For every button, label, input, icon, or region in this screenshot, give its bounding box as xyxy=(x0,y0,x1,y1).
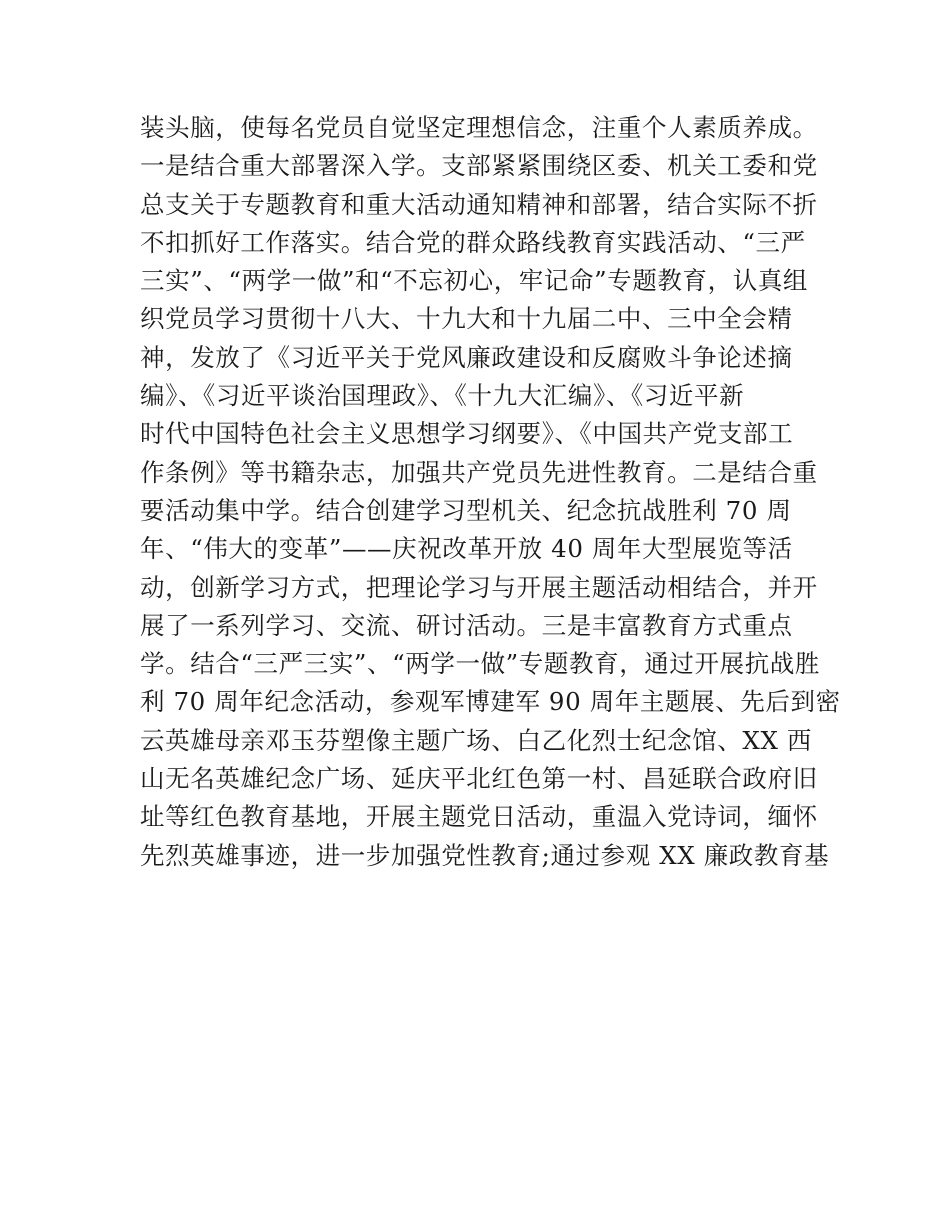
text-line: 动，创新学习方式，把理论学习与开展主题活动相结合，并开 xyxy=(140,572,818,602)
body-text xyxy=(140,109,841,875)
text-line: 神，发放了《习近平关于党风廉政建设和反腐败斗争论述摘 xyxy=(140,342,793,372)
text-line: 不扣抓好工作落实。结合党的群众路线教育实践活动、“三严 xyxy=(140,227,806,257)
text-line: 山无名英雄纪念广场、延庆平北红色第一村、昌延联合政府旧 xyxy=(140,764,818,794)
text-line: 学。结合“三严三实”、“两学一做”专题教育，通过开展抗战胜 xyxy=(140,649,820,679)
text-line: 作条例》等书籍杂志，加强共产党员先进性教育。二是结合重 xyxy=(140,457,818,487)
text-line: 编》、《习近平谈治国理政》、《十九大汇编》、《习近平新 xyxy=(140,381,745,411)
text-line: 三实”、“两学一做”和“不忘初心，牢记命”专题教育，认真组 xyxy=(140,266,809,296)
text-line: 时代中国特色社会主义思想学习纲要》、《中国共产党支部工 xyxy=(140,419,794,449)
text-line: 一是结合重大部署深入学。支部紧紧围绕区委、机关工委和党 xyxy=(140,151,818,181)
text-line: 址等红色教育基地，开展主题党日活动，重温入党诗词，缅怀 xyxy=(140,802,818,832)
text-line: 先烈英雄事迹，进一步加强党性教育;通过参观 XX 廉政教育基 xyxy=(140,840,830,870)
text-line: 云英雄母亲邓玉芬塑像主题广场、白乙化烈士纪念馆、XX 西 xyxy=(140,725,812,755)
text-line: 展了一系列学习、交流、研讨活动。三是丰富教育方式重点 xyxy=(140,610,793,640)
text-line: 年、“伟大的变革”——庆祝改革开放 40 周年大型展览等活 xyxy=(140,534,793,564)
text-line: 利 70 周年纪念活动，参观军博建军 90 周年主题展、先后到密 xyxy=(140,687,841,717)
text-line: 要活动集中学。结合创建学习型机关、纪念抗战胜利 70 周 xyxy=(140,495,792,525)
text-line: 总支关于专题教育和重大活动通知精神和部署，结合实际不折 xyxy=(140,189,818,219)
text-line: 装头脑，使每名党员自觉坚定理想信念，注重个人素质养成。 xyxy=(140,113,818,142)
text-line: 织党员学习贯彻十八大、十九大和十九届二中、三中全会精 xyxy=(140,304,793,334)
